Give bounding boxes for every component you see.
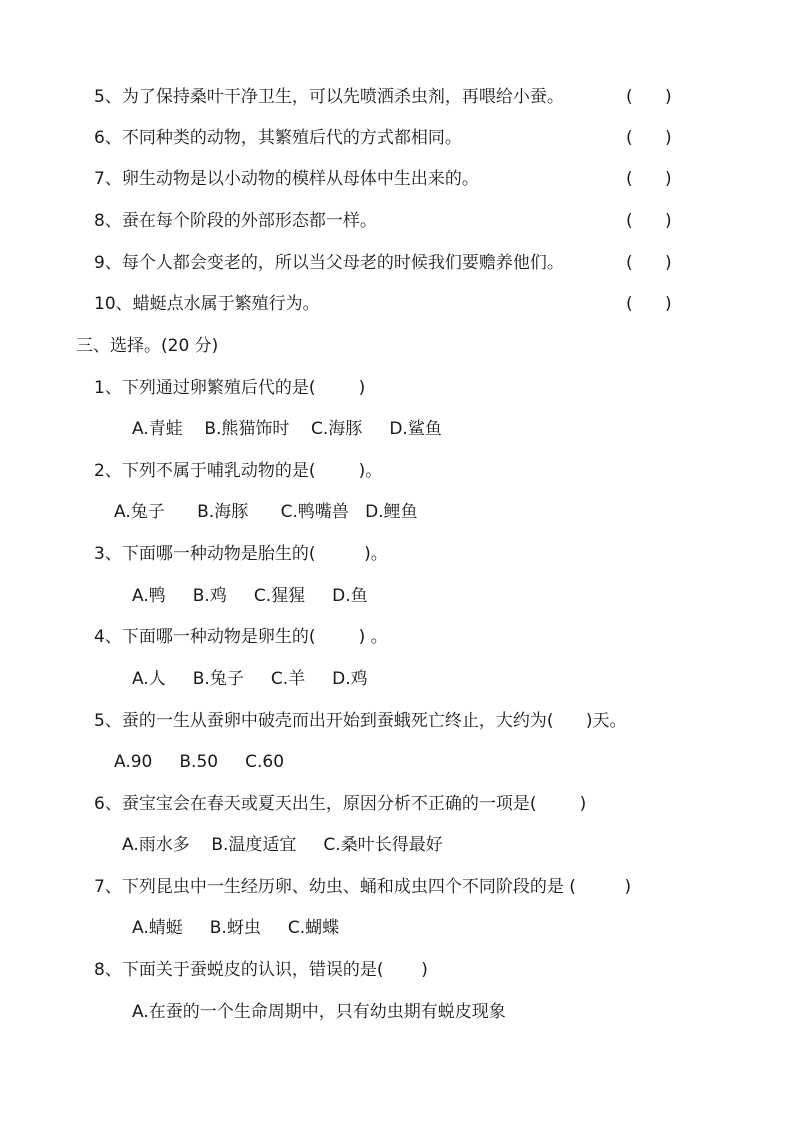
mc-question-8: 8、下面关于蚕蜕皮的认识，错误的是( ) <box>94 960 428 980</box>
mc-question-6: 6、蚕宝宝会在春天或夏天出生，原因分析不正确的一项是( ) <box>94 794 587 814</box>
mc-options-3: A.鸭 B.鸡 C.猩猩 D.鱼 <box>132 586 368 606</box>
tf-question-9: 9、每个人都会变老的，所以当父母老的时候我们要赡养他们。 <box>94 253 564 273</box>
tf-question-6: 6、不同种类的动物，其繁殖后代的方式都相同。 <box>94 128 462 148</box>
mc-options-8: A.在蚕的一个生命周期中，只有幼虫期有蜕皮现象 <box>132 1002 506 1022</box>
mc-options-5: A.90 B.50 C.60 <box>114 752 285 772</box>
answer-bracket: ( ) <box>626 211 672 231</box>
answer-bracket: ( ) <box>626 169 672 189</box>
mc-options-2: A.兔子 B.海豚 C.鸭嘴兽 D.鲤鱼 <box>114 502 418 522</box>
answer-bracket: ( ) <box>626 87 672 107</box>
answer-bracket: ( ) <box>626 253 672 273</box>
tf-question-8: 8、蚕在每个阶段的外部形态都一样。 <box>94 211 377 231</box>
mc-question-3: 3、下面哪一种动物是胎生的( )。 <box>94 544 388 564</box>
answer-bracket: ( ) <box>626 294 672 314</box>
answer-bracket: ( ) <box>626 128 672 148</box>
mc-question-5: 5、蚕的一生从蚕卵中破壳而出开始到蚕蛾死亡终止，大约为( )天。 <box>94 711 627 731</box>
mc-question-2: 2、下列不属于哺乳动物的是( )。 <box>94 461 383 481</box>
mc-question-1: 1、下列通过卵繁殖后代的是( ) <box>94 378 366 398</box>
mc-options-6: A.雨水多 B.温度适宜 C.桑叶长得最好 <box>122 835 443 855</box>
tf-question-10: 10、蜡蜓点水属于繁殖行为。 <box>94 294 320 314</box>
tf-question-7: 7、卵生动物是以小动物的模样从母体中生出来的。 <box>94 169 479 189</box>
mc-question-7: 7、下列昆虫中一生经历卵、幼虫、蛹和成虫四个不同阶段的是 ( ) <box>94 877 632 897</box>
mc-options-4: A.人 B.兔子 C.羊 D.鸡 <box>132 669 368 689</box>
mc-options-7: A.蜻蜓 B.蚜虫 C.蝴蝶 <box>132 918 340 938</box>
mc-question-4: 4、下面哪一种动物是卵生的( ) 。 <box>94 627 388 647</box>
section-title: 三、选择。(20 分) <box>76 336 219 356</box>
mc-options-1: A.青蛙 B.熊猫饰时 C.海豚 D.鲨鱼 <box>132 419 442 439</box>
tf-question-5: 5、为了保持桑叶干净卫生，可以先喷洒杀虫剂，再喂给小蚕。 <box>94 87 564 107</box>
